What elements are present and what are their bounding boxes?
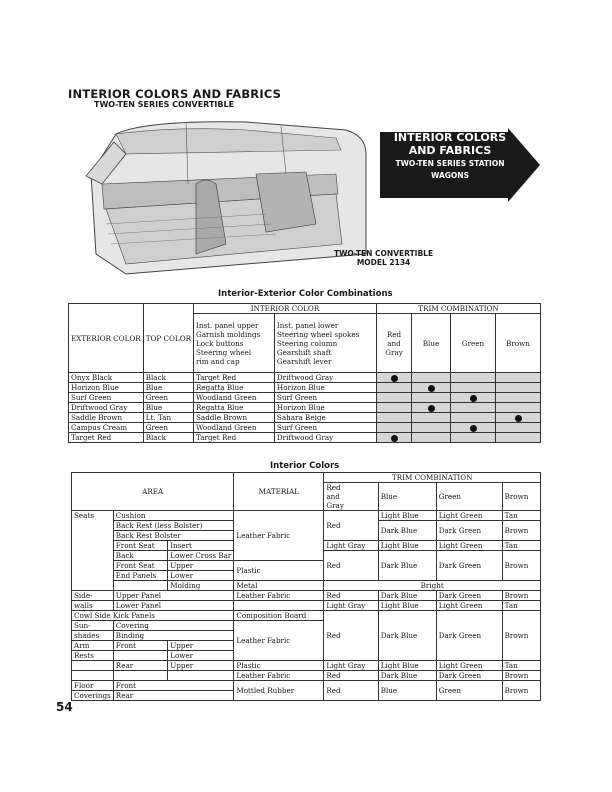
- g-6: Light Green: [436, 601, 502, 611]
- selection-dot: [515, 415, 522, 422]
- h-top: TOP COLOR: [143, 304, 193, 373]
- arrow-line2: AND FABRICS: [408, 144, 492, 157]
- trim-cell: [412, 423, 451, 433]
- trim-cell: [451, 413, 496, 423]
- trim-cell: [377, 383, 412, 393]
- selection-dot: [470, 395, 477, 402]
- g-7: Dark Green: [436, 611, 502, 661]
- combo-interior-2: Horizon Blue: [274, 403, 376, 413]
- rg-lg-3: Light Gray: [324, 661, 378, 671]
- rg-red-5: Red: [324, 671, 378, 681]
- mat-rubber: Mottled Rubber: [234, 681, 324, 701]
- g-9: Dark Green: [436, 671, 502, 681]
- br-9: Brown: [502, 671, 540, 681]
- combo-exterior: Horizon Blue: [69, 383, 144, 393]
- arrow-tab-text: [380, 131, 520, 181]
- rg-red-2: Red: [324, 551, 378, 581]
- area-lower: Lower: [168, 571, 234, 581]
- combo-top: Lt. Tan: [143, 413, 193, 423]
- combo-interior-1: Woodland Green: [194, 423, 275, 433]
- area-binding: Binding: [113, 631, 234, 641]
- area-upper-panel: Upper Panel: [113, 591, 234, 601]
- mat-leather-4: Leather Fabric: [234, 671, 324, 681]
- trim-cell: [377, 373, 412, 383]
- trim-cell: [496, 413, 541, 423]
- h-redgray: Red and Gray: [377, 314, 412, 373]
- mat-comp: Composition Board: [234, 611, 324, 621]
- area-end-panels: End Panels: [113, 571, 167, 581]
- h-area: AREA: [72, 473, 234, 511]
- h-trim2: TRIM COMBINATION: [324, 473, 541, 483]
- trim-cell: [412, 383, 451, 393]
- combo-exterior: Campus Cream: [69, 423, 144, 433]
- h-green2: Green: [436, 483, 502, 511]
- selection-dot: [428, 385, 435, 392]
- b-2: Dark Blue: [378, 521, 436, 541]
- area-blank-2: [72, 671, 114, 681]
- br-6: Tan: [502, 601, 540, 611]
- area-blank: [113, 581, 167, 591]
- area-front: Front: [113, 641, 167, 651]
- combo-exterior: Surf Green: [69, 393, 144, 403]
- caption-line2: MODEL 2134: [356, 258, 411, 267]
- trim-cell: [451, 383, 496, 393]
- h-blue2: Blue: [378, 483, 436, 511]
- combos-caption: Interior-Exterior Color Combinations: [218, 289, 393, 299]
- caption-line1: TWO-TEN CONVERTIBLE: [334, 249, 434, 258]
- mat-metal: Metal: [234, 581, 324, 591]
- combo-interior-2: Horizon Blue: [274, 383, 376, 393]
- bright: Bright: [324, 581, 541, 591]
- combo-row: [69, 373, 541, 383]
- trim-cell: [412, 433, 451, 443]
- h-interior: INTERIOR COLOR: [194, 304, 377, 314]
- combo-interior-1: Target Red: [194, 373, 275, 383]
- rg-lg-1: Light Gray: [324, 541, 378, 551]
- arrow-line3: TWO-TEN SERIES STATION: [395, 159, 505, 168]
- trim-cell: [451, 393, 496, 403]
- area-walls: walls: [72, 601, 114, 611]
- combo-top: Blue: [143, 383, 193, 393]
- g-2: Dark Green: [436, 521, 502, 541]
- combo-interior-2: Surf Green: [274, 423, 376, 433]
- br-1: Tan: [502, 511, 540, 521]
- combo-interior-2: Driftwood Gray: [274, 373, 376, 383]
- h-brown2: Brown: [502, 483, 540, 511]
- trim-cell: [412, 413, 451, 423]
- combo-exterior: Target Red: [69, 433, 144, 443]
- trim-cell: [377, 413, 412, 423]
- interior-colors-table: [71, 472, 541, 701]
- b-1: Light Blue: [378, 511, 436, 521]
- h-material: MATERIAL: [234, 473, 324, 511]
- b-8: Light Blue: [378, 661, 436, 671]
- arrow-line1: INTERIOR COLORS: [393, 131, 507, 144]
- g-4: Dark Green: [436, 551, 502, 581]
- area-shades: shades: [72, 631, 114, 641]
- br-7: Brown: [502, 611, 540, 661]
- area-front-seat: Front Seat: [113, 541, 167, 551]
- h-col2: Inst. panel lower Steering wheel spokes Steering column Gearshift shaft Gearshift lever: [274, 314, 376, 373]
- mat-plastic-2: Plastic: [234, 661, 324, 671]
- combo-exterior: Saddle Brown: [69, 413, 144, 423]
- combo-interior-1: Regatta Blue: [194, 383, 275, 393]
- trim-cell: [496, 393, 541, 403]
- page-subtitle: TWO-TEN SERIES CONVERTIBLE: [94, 100, 235, 109]
- trim-cell: [377, 433, 412, 443]
- trim-cell: [451, 373, 496, 383]
- area-cushion: Cushion: [113, 511, 234, 521]
- arrow-line4: WAGONS: [431, 171, 469, 180]
- br-8: Tan: [502, 661, 540, 671]
- h-green: Green: [451, 314, 496, 373]
- combo-row: [69, 383, 541, 393]
- page-number: 54: [56, 700, 73, 714]
- combo-top: Blue: [143, 403, 193, 413]
- g-8: Light Green: [436, 661, 502, 671]
- h-col1: Inst. panel upper Garnish moldings Lock buttons Steering wheel rim and cap: [194, 314, 275, 373]
- combo-interior-1: Saddle Brown: [194, 413, 275, 423]
- combo-row: [69, 433, 541, 443]
- trim-cell: [451, 433, 496, 443]
- selection-dot: [470, 425, 477, 432]
- mat-plastic-1: Plastic: [234, 561, 324, 581]
- h-redgray2: Red and Gray: [324, 483, 378, 511]
- g-1: Light Green: [436, 511, 502, 521]
- br-5: Brown: [502, 591, 540, 601]
- br-4: Brown: [502, 551, 540, 581]
- trim-cell: [451, 423, 496, 433]
- area-upper-3: Upper: [168, 661, 234, 671]
- illustration-caption: [334, 249, 433, 267]
- h-trim: TRIM COMBINATION: [377, 304, 541, 314]
- selection-dot: [391, 435, 398, 442]
- rg-red-6: Red: [324, 681, 378, 701]
- trim-cell: [412, 393, 451, 403]
- combo-row: [69, 413, 541, 423]
- b-9: Dark Blue: [378, 671, 436, 681]
- area-front-seat-2: Front Seat: [113, 561, 167, 571]
- trim-cell: [451, 403, 496, 413]
- rg-red-3: Red: [324, 591, 378, 601]
- area-covering: Covering: [113, 621, 234, 631]
- combo-row: [69, 423, 541, 433]
- combo-row: [69, 393, 541, 403]
- b-7: Dark Blue: [378, 611, 436, 661]
- b-3: Light Blue: [378, 541, 436, 551]
- b-10: Blue: [378, 681, 436, 701]
- area-blank-4: [168, 671, 234, 681]
- area-molding: Molding: [168, 581, 234, 591]
- combo-exterior: Onyx Black: [69, 373, 144, 383]
- area-back: Back: [113, 551, 167, 561]
- page-title: INTERIOR COLORS AND FABRICS: [68, 87, 282, 101]
- h-blue: Blue: [412, 314, 451, 373]
- area-front-2: Front: [113, 681, 234, 691]
- combo-row: [69, 403, 541, 413]
- area-floor: Floor: [72, 681, 114, 691]
- area-insert: Insert: [168, 541, 234, 551]
- trim-cell: [377, 403, 412, 413]
- color-combinations-table: [68, 303, 541, 443]
- br-10: Brown: [502, 681, 540, 701]
- trim-cell: [377, 393, 412, 403]
- interior-caption: Interior Colors: [270, 461, 340, 471]
- g-3: Light Green: [436, 541, 502, 551]
- area-rear-2: Rear: [113, 691, 234, 701]
- trim-cell: [496, 403, 541, 413]
- trim-cell: [496, 433, 541, 443]
- area-lower-panel: Lower Panel: [113, 601, 234, 611]
- combo-interior-2: Sahara Beige: [274, 413, 376, 423]
- g-5: Dark Green: [436, 591, 502, 601]
- combo-interior-1: Woodland Green: [194, 393, 275, 403]
- h-brown: Brown: [496, 314, 541, 373]
- trim-cell: [496, 423, 541, 433]
- area-blank-3: [113, 671, 167, 681]
- car-interior-illustration: [66, 114, 378, 284]
- combo-interior-2: Driftwood Gray: [274, 433, 376, 443]
- rg-red-1: Red: [324, 511, 378, 541]
- combo-top: Green: [143, 393, 193, 403]
- area-cowl: Cowl Side Kick Panels: [72, 611, 234, 621]
- b-5: Dark Blue: [378, 591, 436, 601]
- h-exterior: EXTERIOR COLOR: [69, 304, 144, 373]
- area-seats: Seats: [72, 511, 114, 591]
- b-6: Light Blue: [378, 601, 436, 611]
- area-side: Side-: [72, 591, 114, 601]
- selection-dot: [391, 375, 398, 382]
- br-2: Brown: [502, 521, 540, 541]
- area-lower-cross-bar: Lower Cross Bar: [168, 551, 234, 561]
- b-4: Dark Blue: [378, 551, 436, 581]
- rg-red-4: Red: [324, 611, 378, 661]
- br-3: Tan: [502, 541, 540, 551]
- g-10: Green: [436, 681, 502, 701]
- area-front-blank: [113, 651, 167, 661]
- rg-lg-2: Light Gray: [324, 601, 378, 611]
- combo-top: Black: [143, 373, 193, 383]
- area-coverings: Coverings: [72, 691, 114, 701]
- area-rear: Rear: [113, 661, 167, 671]
- trim-cell: [412, 373, 451, 383]
- combo-top: Green: [143, 423, 193, 433]
- mat-empty: [234, 601, 324, 611]
- area-sun: Sun-: [72, 621, 114, 631]
- mat-leather-2: Leather Fabric: [234, 591, 324, 601]
- area-back-rest-bolster: Back Rest Bolster: [113, 531, 234, 541]
- trim-cell: [496, 373, 541, 383]
- area-upper: Upper: [168, 561, 234, 571]
- trim-cell: [377, 423, 412, 433]
- area-lower-2: Lower: [168, 651, 234, 661]
- area-arm: Arm: [72, 641, 114, 651]
- area-upper-2: Upper: [168, 641, 234, 651]
- combo-top: Black: [143, 433, 193, 443]
- combo-interior-1: Target Red: [194, 433, 275, 443]
- trim-cell: [496, 383, 541, 393]
- combo-interior-1: Regatta Blue: [194, 403, 275, 413]
- mat-leather-3: Leather Fabric: [234, 621, 324, 661]
- combo-exterior: Driftwood Gray: [69, 403, 144, 413]
- selection-dot: [428, 405, 435, 412]
- mat-leather-1: Leather Fabric: [234, 511, 324, 561]
- area-arm-blank: [72, 661, 114, 671]
- area-back-rest-less: Back Rest (less Bolster): [113, 521, 234, 531]
- combo-interior-2: Surf Green: [274, 393, 376, 403]
- area-rests: Rests: [72, 651, 114, 661]
- trim-cell: [412, 403, 451, 413]
